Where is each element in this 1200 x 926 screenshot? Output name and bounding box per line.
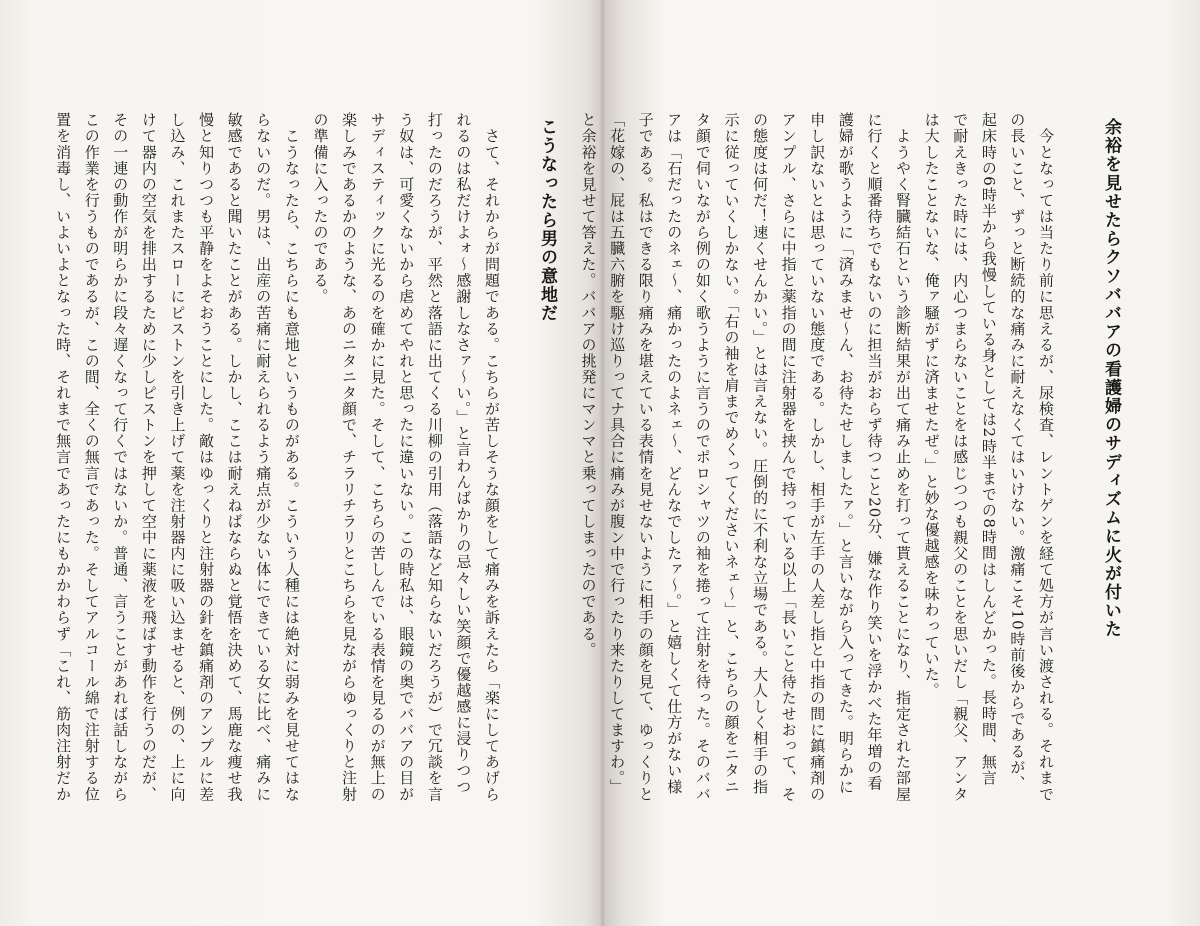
text-line: アンプル、さらに中指と薬指の間に注射器を挟んで持っている以上「長いこと待たせおって、そ: [779, 112, 798, 803]
text-line: 子である。私はできる限り痛みを堪えている表情を見せないように相手の顔を見て、ゆっくりと: [636, 112, 655, 803]
text-line: らないのだ。男は、出産の苦痛に耐えられるよう痛点が少ない体にできている女に比べ、痛みに: [254, 112, 273, 803]
text-line: その一連の動作が明らかに段々遅くなって行くではないか。普通、言うことがあれば話しながら: [111, 112, 130, 803]
section-heading-right: 余裕を見せたらクソババアの看護婦のサディズムに火が付いた: [1101, 118, 1121, 639]
text-line: 示に従っていくしかない。「右の袖を肩までめくってくださいネェ〜」と、こちらの顔をニタニ: [722, 112, 741, 795]
text-line: サディスティックに光るのを確かに見た。そして、こちらの苦しんでいる表情を見るのが無上の: [368, 112, 387, 803]
text-line: 楽しみであるかのような、あのニタニタ顔で、チラリチラリとこちらを見ながらゆっくりと注射: [340, 112, 359, 803]
text-line: ようやく腎臓結石という診断結果が出て痛み止めを打って貰えることになり、指定された部屋: [894, 112, 913, 803]
text-line: アは「石だったのネェ〜、痛かったのよネェ〜、どんなでしたァ〜。」と嬉しくて仕方がない様: [665, 112, 684, 795]
right-page-body: [579, 112, 1060, 832]
text-line: は大したことないな、俺ァ騒がずに済ませたぜ。」と妙な優越感を味わっていた。: [922, 112, 941, 699]
text-line: 慢と知りつつも平静をよそおうことにした。敵はゆっくりと注射器の針を鎮痛剤のアンプルに差: [197, 112, 216, 803]
text-line: 打ったのだろうが、平然と落語に出てくる川柳の引用（落語など知らないだろうが）で冗談を言: [425, 112, 444, 803]
text-line: の長いこと、ずっと断続的な痛みに耐えなくてはいけない。激痛こそ10時前後からであるが、: [1008, 112, 1027, 792]
text-line: で耐えきった時には、内心つまらないことをは感じつつも親父のことを思いだし「親父、アンタ: [951, 112, 970, 803]
text-line: れるのは私だけよォ〜感謝しなさァ〜い。」と言わんばかりの忌々しい笑顔で優越感に浸りつつ: [454, 112, 473, 795]
text-line: し込み、これまたスローにピストンを引き上げて薬を注射器内に吸い込ませると、例の、上に向: [168, 112, 187, 803]
text-line: に行くと順番待ちでもないのに担当がおらず待つこと20分、嫌な作り笑いを浮かべた年増の看: [865, 112, 884, 792]
text-line: 起床時の6時半から我慢している身としては2時半までの8時間はしんどかった。長時間、無言: [979, 112, 998, 786]
text-line: けて器内の空気を排出するために少しピストンを押して空中に薬液を飛ばす動作を行うのだが、: [139, 112, 158, 803]
text-line: の準備に入ったのである。: [311, 112, 330, 305]
left-page-body: [54, 112, 506, 832]
text-line: この作業を行うものであるが、この間、全くの無言であった。そしてアルコール綿で注射する位: [82, 112, 101, 803]
text-line: 護婦が歌うように「済みませ〜ん、お待たせしましたァ。」と言いながら入ってきた。明らかに: [836, 112, 855, 795]
text-line: 敏感であると聞いたことがある。しかし、ここは耐えねばならぬと覚悟を決めて、馬鹿な痩せ我: [225, 112, 244, 803]
section-heading-left: こうなったら男の意地だ: [537, 118, 557, 323]
text-line: 「花嫁の、屁は五臓六腑を駆け巡りってナ具合に痛みが腹ン中で行ったり来たりしてますわ。」: [608, 112, 627, 795]
text-line: さて、それからが問題である。こちらが苦しそうな顔をして痛みを訴えたら「楽にしてあげら: [483, 112, 501, 803]
text-line: こうなったら、こちらにも意地というものがある。こういう人種には絶対に弱みを見せてはな: [282, 112, 301, 803]
text-line: う奴は、可愛くないから虐めてやれと思ったに違いない。この時私は、眼鏡の奥でババアの目が: [397, 112, 416, 803]
text-line: 申し訳ないとは思っていない態度である。しかし、相手が左手の人差し指と中指の間に鎮痛剤の: [808, 112, 827, 803]
text-line: の態度は何だ！速くせんかい。」とは言えない。圧倒的に不利な立場である。大人しく相手の指: [751, 112, 770, 795]
text-line: タ顔で伺いながら例の如く歌うように言うのでポロシャツの袖を捲って注射を待った。そのババ: [693, 112, 712, 803]
text-line: と余裕を見せて答えた。ババアの挑発にマンマと乗ってしまったのである。: [579, 112, 598, 658]
text-line: 今となっては当たり前に思えるが、尿検査、レントゲンを経て処方が言い渡される。それまで: [1037, 112, 1055, 803]
text-line: 置を消毒し、いよいよとなった時、それまで無言であったにもかかわらず「これ、筋肉注射だか: [54, 112, 73, 803]
